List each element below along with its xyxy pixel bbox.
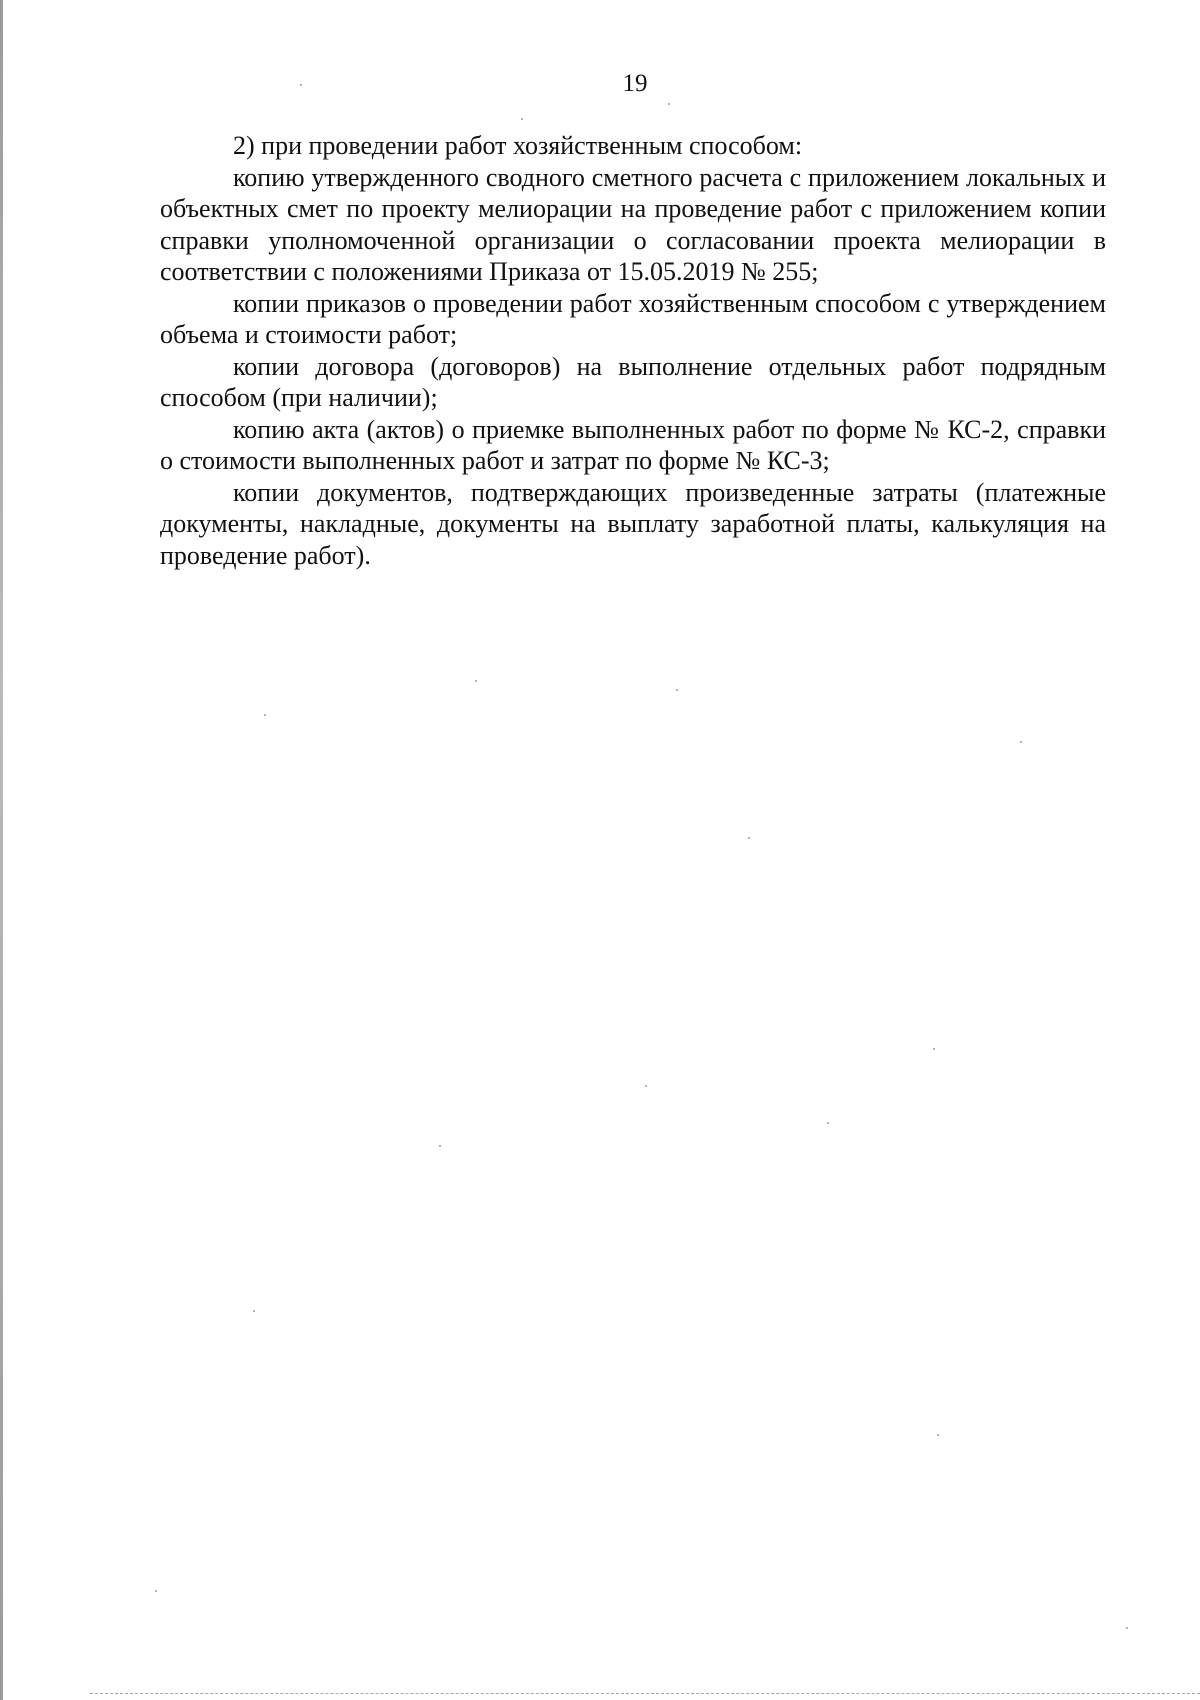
- paragraph-acceptance-act-copy: копию акта (актов) о приемке выполненных работ по форме № КС-2, справки о стоимости выполненных работ и затрат по форме № КС-3;: [160, 414, 1106, 475]
- scan-speck: [300, 84, 302, 86]
- scan-speck: [748, 837, 750, 839]
- scan-speck: [937, 1434, 939, 1436]
- scan-bottom-edge: [90, 1693, 1200, 1695]
- paragraph-orders-copy: копии приказов о проведении работ хозяйственным способом с утверждением объема и стоимости работ;: [160, 288, 1106, 349]
- scan-speck: [668, 103, 670, 105]
- scan-speck: [264, 714, 266, 716]
- paragraph-contracts-copy: копии договора (договоров) на выполнение отдельных работ подрядным способом (при наличии);: [160, 351, 1106, 412]
- paragraph-heading: 2) при проведении работ хозяйственным способом:: [233, 131, 803, 160]
- scan-speck: [1020, 741, 1022, 743]
- scan-speck: [155, 1590, 157, 1592]
- scan-speck: [1126, 1627, 1128, 1629]
- document-body: [160, 130, 1106, 571]
- scan-speck: [827, 1122, 829, 1124]
- paragraph-estimate-copy: копию утвержденного сводного сметного расчета с приложением локальных и объектных смет по проекту мелиорации на проведение работ с приложением копии справки уполномоченной организации о согласовании проекта мелиорации в соответствии с положениями Приказа от 15.05.2019 № 255;: [160, 162, 1106, 286]
- scan-left-edge: [0, 0, 3, 1700]
- scan-speck: [253, 1310, 255, 1312]
- page-number: 19: [622, 70, 648, 97]
- paragraph-expense-documents-copy: копии документов, подтверждающих произведенные затраты (платежные документы, накладные, документы на выплату заработной платы, калькуляция на проведение работ).: [160, 477, 1106, 570]
- scan-speck: [475, 680, 477, 682]
- scan-speck: [439, 1145, 441, 1147]
- scan-speck: [521, 118, 523, 120]
- scan-speck: [933, 1048, 935, 1050]
- scan-speck: [676, 689, 678, 691]
- scan-speck: [645, 1085, 647, 1087]
